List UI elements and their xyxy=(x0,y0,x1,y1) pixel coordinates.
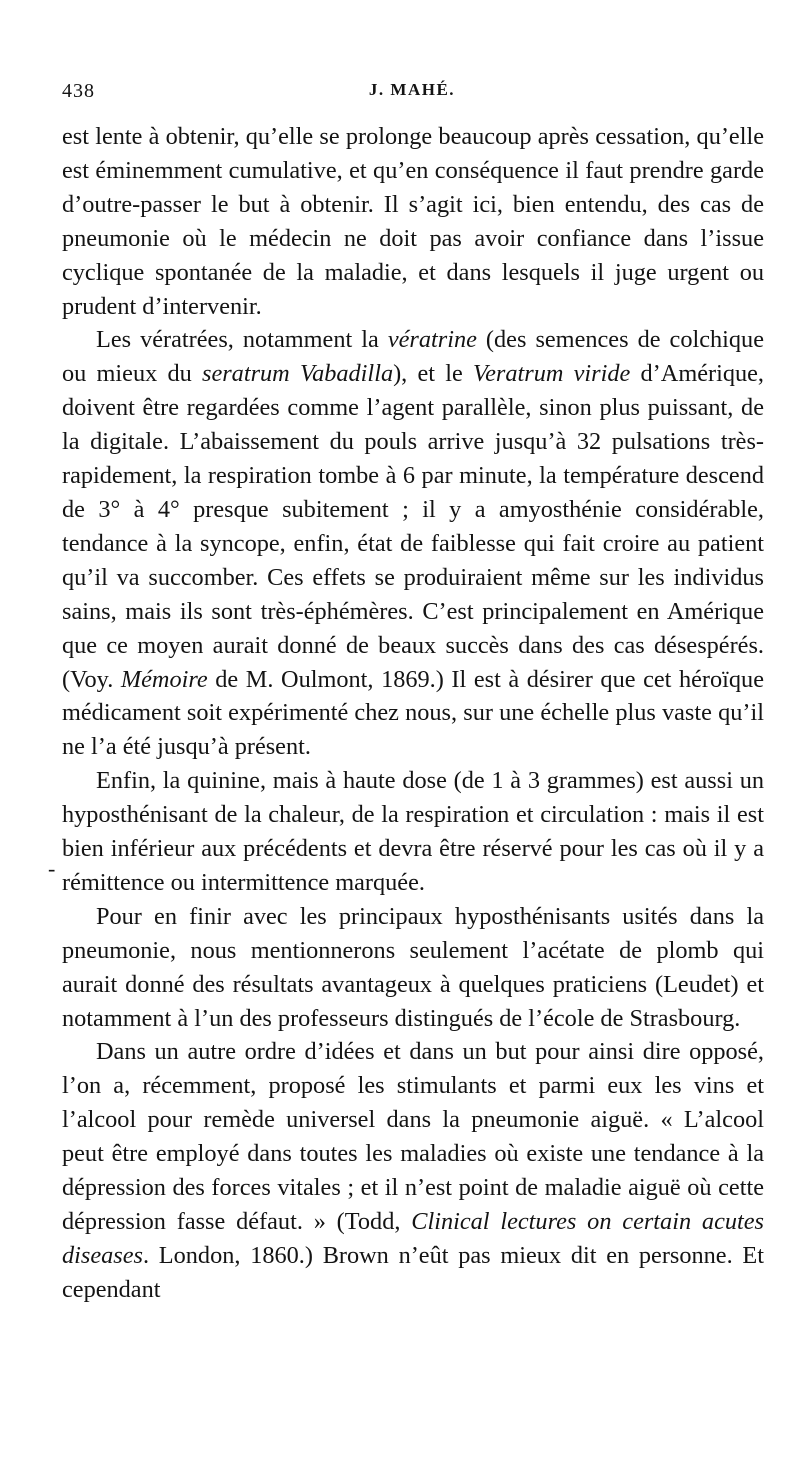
text-run: Les vératrées, notamment la xyxy=(96,326,388,354)
italic-text: Mémoire xyxy=(120,665,208,693)
body-text xyxy=(62,120,764,1307)
page-number: 438 xyxy=(62,80,95,102)
text-run: est lente à obtenir, qu’elle se prolonge beaucoup après cessation, qu’elle est éminemment cumulative, et qu’en conséquence il faut prendre garde d’outre-passer le but à obtenir. Il s’agit ici, bien entendu, des cas de pneumonie où le médecin ne doit pas avoir confiance dans l’issue cyclique spontanée de la maladie, et dans lesquels il juge urgent ou prudent d’intervenir. xyxy=(62,123,764,320)
italic-text: Clinical lectures on certain acutes diseases xyxy=(62,1208,764,1269)
margin-mark: - xyxy=(48,856,56,881)
paragraph xyxy=(62,900,764,1036)
text-run: d’Amérique, doivent être regardées comme l’agent parallèle, sinon plus puissant, de la digitale. L’abaissement du pouls arrive jusqu’à 32 pulsations très-rapidement, la respiration tombe à 6 par minute, la température descend de 3° à 4° presque subitement ; il y a amyosthénie considérable, tendance à la syncope, enfin, état de faiblesse qui fait croire au patient qu’il va succomber. Ces effets se produiraient même sur les individus sains, mais ils sont très-éphémères. C’est principalement en Amérique que ce moyen aurait donné de beaux succès dans des cas désespérés. (Voy. xyxy=(62,360,764,693)
text-run: (des semences de colchique ou mieux du xyxy=(62,326,764,388)
paragraph xyxy=(62,1035,764,1306)
running-head: J. MAHÉ. xyxy=(368,80,456,99)
paragraph xyxy=(62,323,764,764)
paragraph xyxy=(62,120,764,323)
page-header xyxy=(62,80,762,110)
italic-text: seratrum Vabadilla xyxy=(201,360,394,388)
text-run: de M. Oulmont, 1869.) Il est à désirer que cet héroïque médicament soit expérimenté chez nous, sur une échelle plus vaste qu’il ne l’a été jusqu’à présent. xyxy=(62,665,764,761)
text-run: Dans un autre ordre d’idées et dans un but pour ainsi dire opposé, l’on a, récemment, proposé les stimulants et parmi eux les vins et l’alcool pour remède universel dans la pneumonie aiguë. « L’alcool peut être employé dans toutes les maladies où existe une tendance à la dépression des forces vitales ; et il n’est point de maladie aiguë où cette dépression fasse défaut. » (Todd, xyxy=(62,1038,764,1235)
italic-text: vératrine xyxy=(387,326,477,354)
text-run: Enfin, la quinine, mais à haute dose (de 1 à 3 grammes) est aussi un hyposthénisant de la chaleur, de la respiration et circulation : mais il est bien inférieur aux précédents et devra être réservé pour les cas où il y a rémittence ou intermittence marquée. xyxy=(62,767,764,896)
text-run: ), et le xyxy=(393,360,473,388)
italic-text: Veratrum viride xyxy=(472,360,631,388)
paragraph xyxy=(62,764,764,900)
text-run: . London, 1860.) Brown n’eût pas mieux dit en personne. Et cependant xyxy=(62,1241,764,1303)
text-run: Pour en finir avec les principaux hyposthénisants usités dans la pneumonie, nous mentionnerons seulement l’acétate de plomb qui aurait donné des résultats avantageux à quelques praticiens (Leudet) et notamment à l’un des professeurs distingués de l’école de Strasbourg. xyxy=(62,902,764,1032)
